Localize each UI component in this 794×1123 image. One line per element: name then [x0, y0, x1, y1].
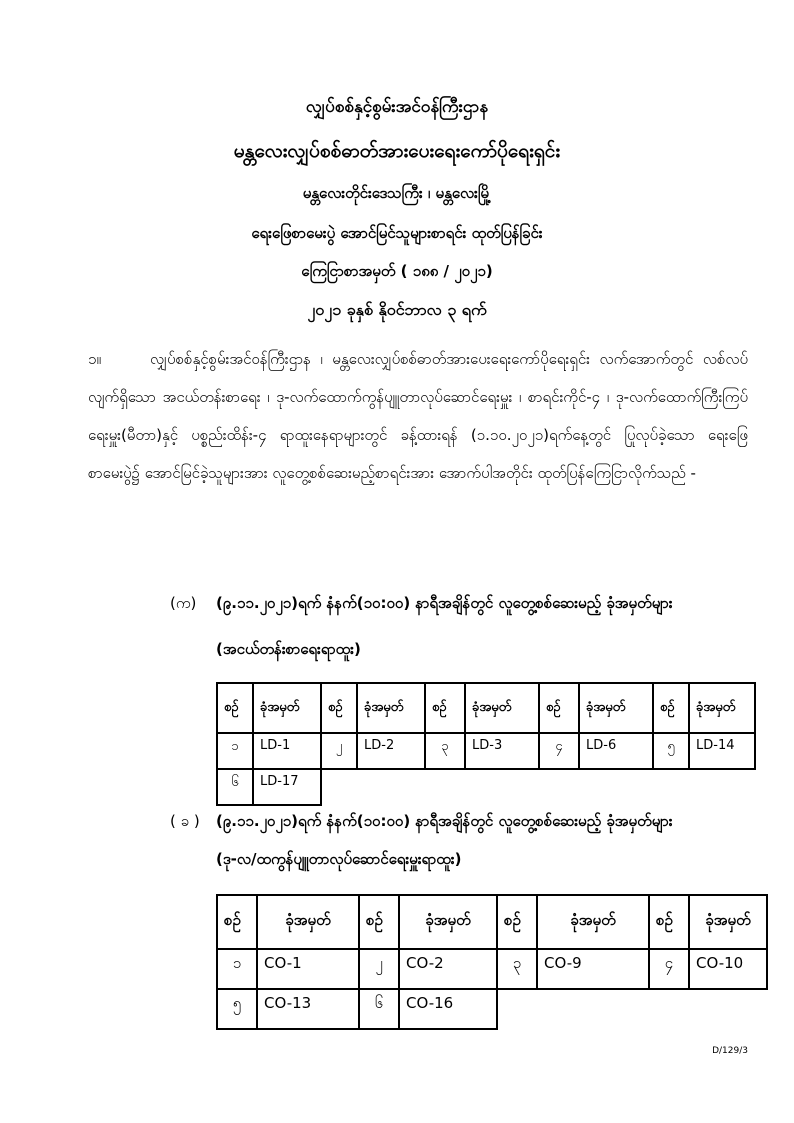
empty-cell: [497, 989, 767, 1029]
row-number: ၄: [539, 733, 579, 769]
row-number: ၆: [359, 989, 399, 1029]
section-a-title: (၉.၁၁.၂၀၂၁)ရက် နံနက်(၁၀:၀၀) နာရီအချိန်တွင် လူတွေ့စစ်ဆေးမည့် ခုံအမှတ်များ: [216, 594, 673, 612]
table-header-row: [217, 683, 755, 733]
seat-number: CO-13: [257, 989, 359, 1029]
col-no-header: စဥ်: [649, 895, 689, 949]
seat-number: CO-16: [399, 989, 497, 1029]
section-a-label: (က): [170, 594, 197, 612]
col-seat-header: ခုံအမှတ်: [253, 683, 321, 733]
seat-number: CO-10: [689, 949, 767, 989]
section-a-table: [216, 682, 756, 806]
table-row: [217, 949, 767, 989]
document-code: D/129/3: [712, 1046, 748, 1056]
row-number: ၁: [217, 733, 253, 769]
col-seat-header: ခုံအမှတ်: [537, 895, 649, 949]
col-no-header: စဥ်: [321, 683, 357, 733]
col-no-header: စဥ်: [539, 683, 579, 733]
paragraph-text: လျှပ်စစ်နှင့်စွမ်းအင်ဝန်ကြီးဌာန ၊ မန္တလေးလျှပ်စစ်ဓာတ်အားပေးရေးကော်ပိုရေးရှင်း လက်အောက်တွင် လစ်လပ်လျက်ရှိသော အငယ်တန်းစာရေး ၊ ဒု-လက်ထောက်ကွန်ပျူတာလုပ်ဆောင်ရေးမှူး ၊ စာရင်းကိုင်-၄ ၊ ဒု-လက်ထောက်ကြီးကြပ်ရေးမှူး(မီတာ)နှင့် ပစ္စည်းထိန်း-၄ ရာထူးနေရာများတွင် ခန့်ထားရန် (၁.၁၀.၂၀၂၁)ရက်နေ့တွင် ပြုလုပ်ခဲ့သော ရေးဖြေစာမေးပွဲ၌ အောင်မြင်ခဲ့သူများအား လူတွေ့စစ်ဆေးမည့်စာရင်းအား အောက်ပါအတိုင်း ထုတ်ပြန်ကြေငြာလိုက်သည် -: [88, 350, 748, 482]
seat-number: CO-2: [399, 949, 497, 989]
section-b-title: (၉.၁၁.၂၀၂၁)ရက် နံနက်(၁၀:၀၀) နာရီအချိန်တွင် လူတွေ့စစ်ဆေးမည့် ခုံအမှတ်များ: [216, 812, 673, 830]
seat-number: LD-14: [689, 733, 755, 769]
col-no-header: စဥ်: [217, 895, 257, 949]
table-row: [217, 733, 755, 769]
seat-number: CO-9: [537, 949, 649, 989]
col-no-header: စဥ်: [359, 895, 399, 949]
location-line: မန္တလေးတိုင်းဒေသကြီး ၊ မန္တလေးမြို့: [302, 184, 492, 202]
col-no-header: စဥ်: [653, 683, 689, 733]
row-number: ၅: [217, 989, 257, 1029]
row-number: ၂: [359, 949, 399, 989]
ministry-title: လျှပ်စစ်နှင့်စွမ်းအင်ဝန်ကြီးဌာန: [305, 97, 489, 117]
section-b-label: ( ခ ): [170, 812, 200, 830]
section-a-subtitle: (အငယ်တန်းစာရေးရာထူး): [216, 640, 361, 658]
announcement-subject: ရေးဖြေစာမေးပွဲ အောင်မြင်သူများစာရင်း ထုတ်ပြန်ခြင်း: [251, 224, 543, 242]
table-row: [217, 989, 767, 1029]
col-no-header: စဥ်: [497, 895, 537, 949]
section-b-subtitle: (ဒု-လ/ထကွန်ပျူတာလုပ်ဆောင်ရေးမှူးရာထူး): [216, 850, 462, 868]
paragraph-number: ၁။: [88, 350, 101, 368]
section-b-heading: [170, 812, 673, 834]
seat-number: CO-1: [257, 949, 359, 989]
section-b-table: [216, 894, 768, 1030]
row-number: ၆: [217, 769, 253, 805]
seat-number: LD-3: [465, 733, 539, 769]
col-seat-header: ခုံအမှတ်: [689, 683, 755, 733]
col-no-header: စဥ်: [425, 683, 465, 733]
table-row: [217, 769, 755, 805]
table-header-row: [217, 895, 767, 949]
row-number: ၅: [653, 733, 689, 769]
row-number: ၃: [497, 949, 537, 989]
col-seat-header: ခုံအမှတ်: [465, 683, 539, 733]
seat-number: LD-17: [253, 769, 321, 805]
row-number: ၂: [321, 733, 357, 769]
seat-number: LD-6: [579, 733, 653, 769]
col-seat-header: ခုံအမှတ်: [357, 683, 425, 733]
announcement-number: ကြေငြာစာအမှတ် ( ၁၈၈ / ၂၀၂၁): [301, 262, 493, 280]
col-no-header: စဥ်: [217, 683, 253, 733]
col-seat-header: ခုံအမှတ်: [399, 895, 497, 949]
empty-cell: [321, 769, 755, 805]
corporation-title: မန္တလေးလျှပ်စစ်ဓာတ်အားပေးရေးကော်ပိုရေးရှင်း: [233, 140, 561, 162]
col-seat-header: ခုံအမှတ်: [689, 895, 767, 949]
row-number: ၄: [649, 949, 689, 989]
row-number: ၁: [217, 949, 257, 989]
seat-number: LD-2: [357, 733, 425, 769]
row-number: ၃: [425, 733, 465, 769]
section-a-heading: [170, 594, 673, 616]
col-seat-header: ခုံအမှတ်: [579, 683, 653, 733]
announcement-date: ၂၀၂၁ ခုနှစ် နိုဝင်ဘာလ ၃ ရက်: [307, 300, 487, 319]
col-seat-header: ခုံအမှတ်: [257, 895, 359, 949]
body-paragraph: [88, 340, 748, 492]
seat-number: LD-1: [253, 733, 321, 769]
